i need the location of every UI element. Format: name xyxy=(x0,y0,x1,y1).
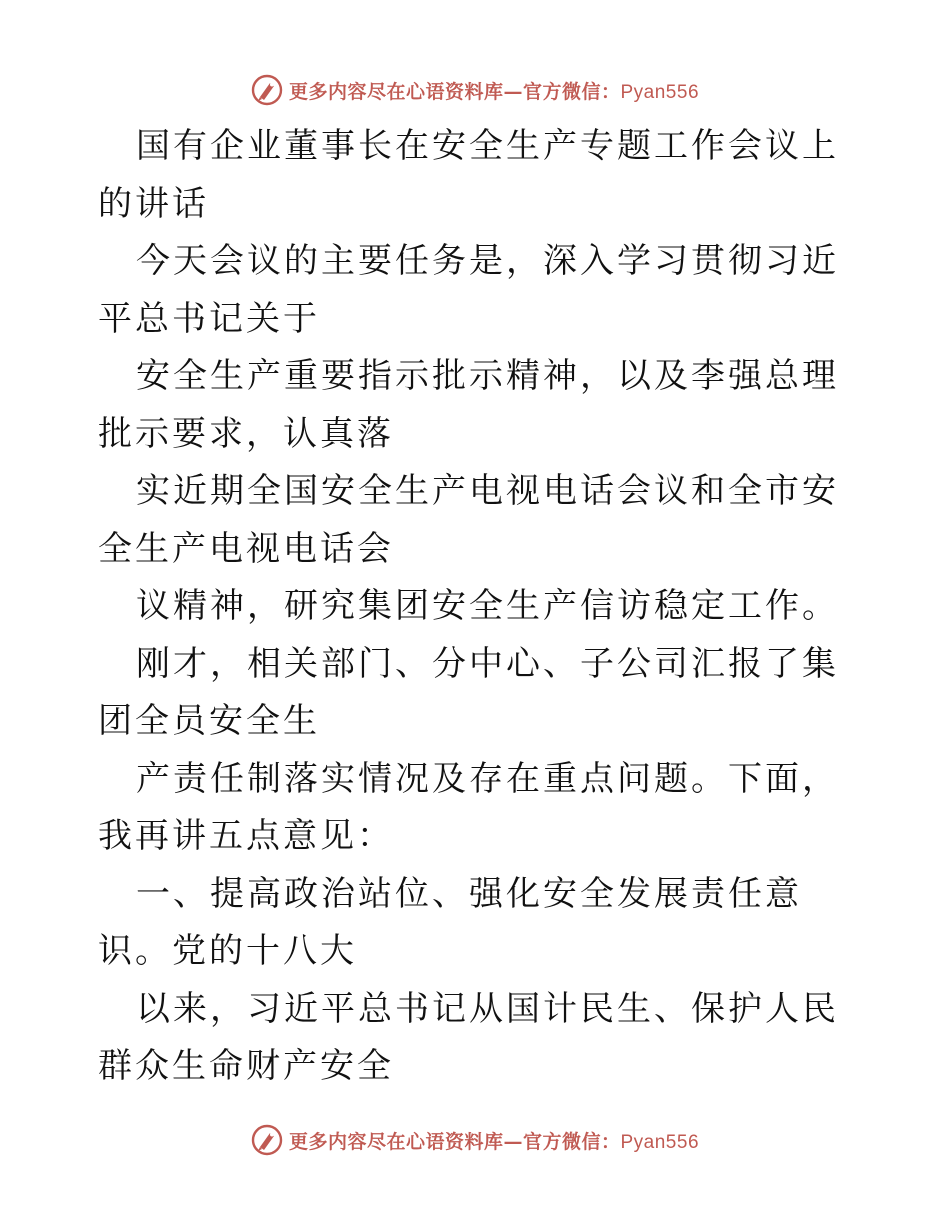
pen-nib-logo-icon xyxy=(251,1124,283,1156)
footer-dash: — xyxy=(503,1130,523,1153)
paragraph-line: 实近期全国安全生产电视电话会议和全市安全生产电视电话会 xyxy=(98,471,839,569)
paragraph-line: 今天会议的主要任务是，深入学习贯彻习近平总书记关于 xyxy=(98,241,839,339)
header-dash: — xyxy=(503,80,523,103)
document-body xyxy=(98,118,858,1096)
footer-banner xyxy=(0,1120,950,1160)
paragraph-line: 议精神，研究集团安全生产信访稳定工作。 xyxy=(136,586,839,626)
footer-site-name: 更多内容尽在心语资料库 xyxy=(288,1130,504,1153)
footer-wechat-id: Pyan556 xyxy=(620,1131,700,1153)
paragraph-line: 一、提高政治站位、强化安全发展责任意识。党的十八大 xyxy=(98,873,802,971)
header-site-name: 更多内容尽在心语资料库 xyxy=(288,80,504,103)
paragraph-line: 产责任制落实情况及存在重点问题。下面，我再讲五点意见： xyxy=(98,758,839,856)
footer-banner-text xyxy=(289,1127,699,1154)
paragraph-line: 以来，习近平总书记从国计民生、保护人民群众生命财产安全 xyxy=(98,988,839,1086)
header-banner xyxy=(0,70,950,110)
paragraph-line: 安全生产重要指示批示精神，以及李强总理批示要求，认真落 xyxy=(98,356,839,454)
header-wechat-label: 官方微信： xyxy=(522,80,621,103)
pen-nib-logo-icon xyxy=(251,74,283,106)
paragraph-line: 刚才，相关部门、分中心、子公司汇报了集团全员安全生 xyxy=(98,643,839,741)
document-title: 国有企业董事长在安全生产专题工作会议上的讲话 xyxy=(98,126,839,224)
header-wechat-id: Pyan556 xyxy=(620,81,700,103)
header-banner-text xyxy=(289,77,699,104)
footer-banner-inner xyxy=(251,1124,699,1156)
header-banner-inner xyxy=(251,74,699,106)
footer-wechat-label: 官方微信： xyxy=(522,1130,621,1153)
